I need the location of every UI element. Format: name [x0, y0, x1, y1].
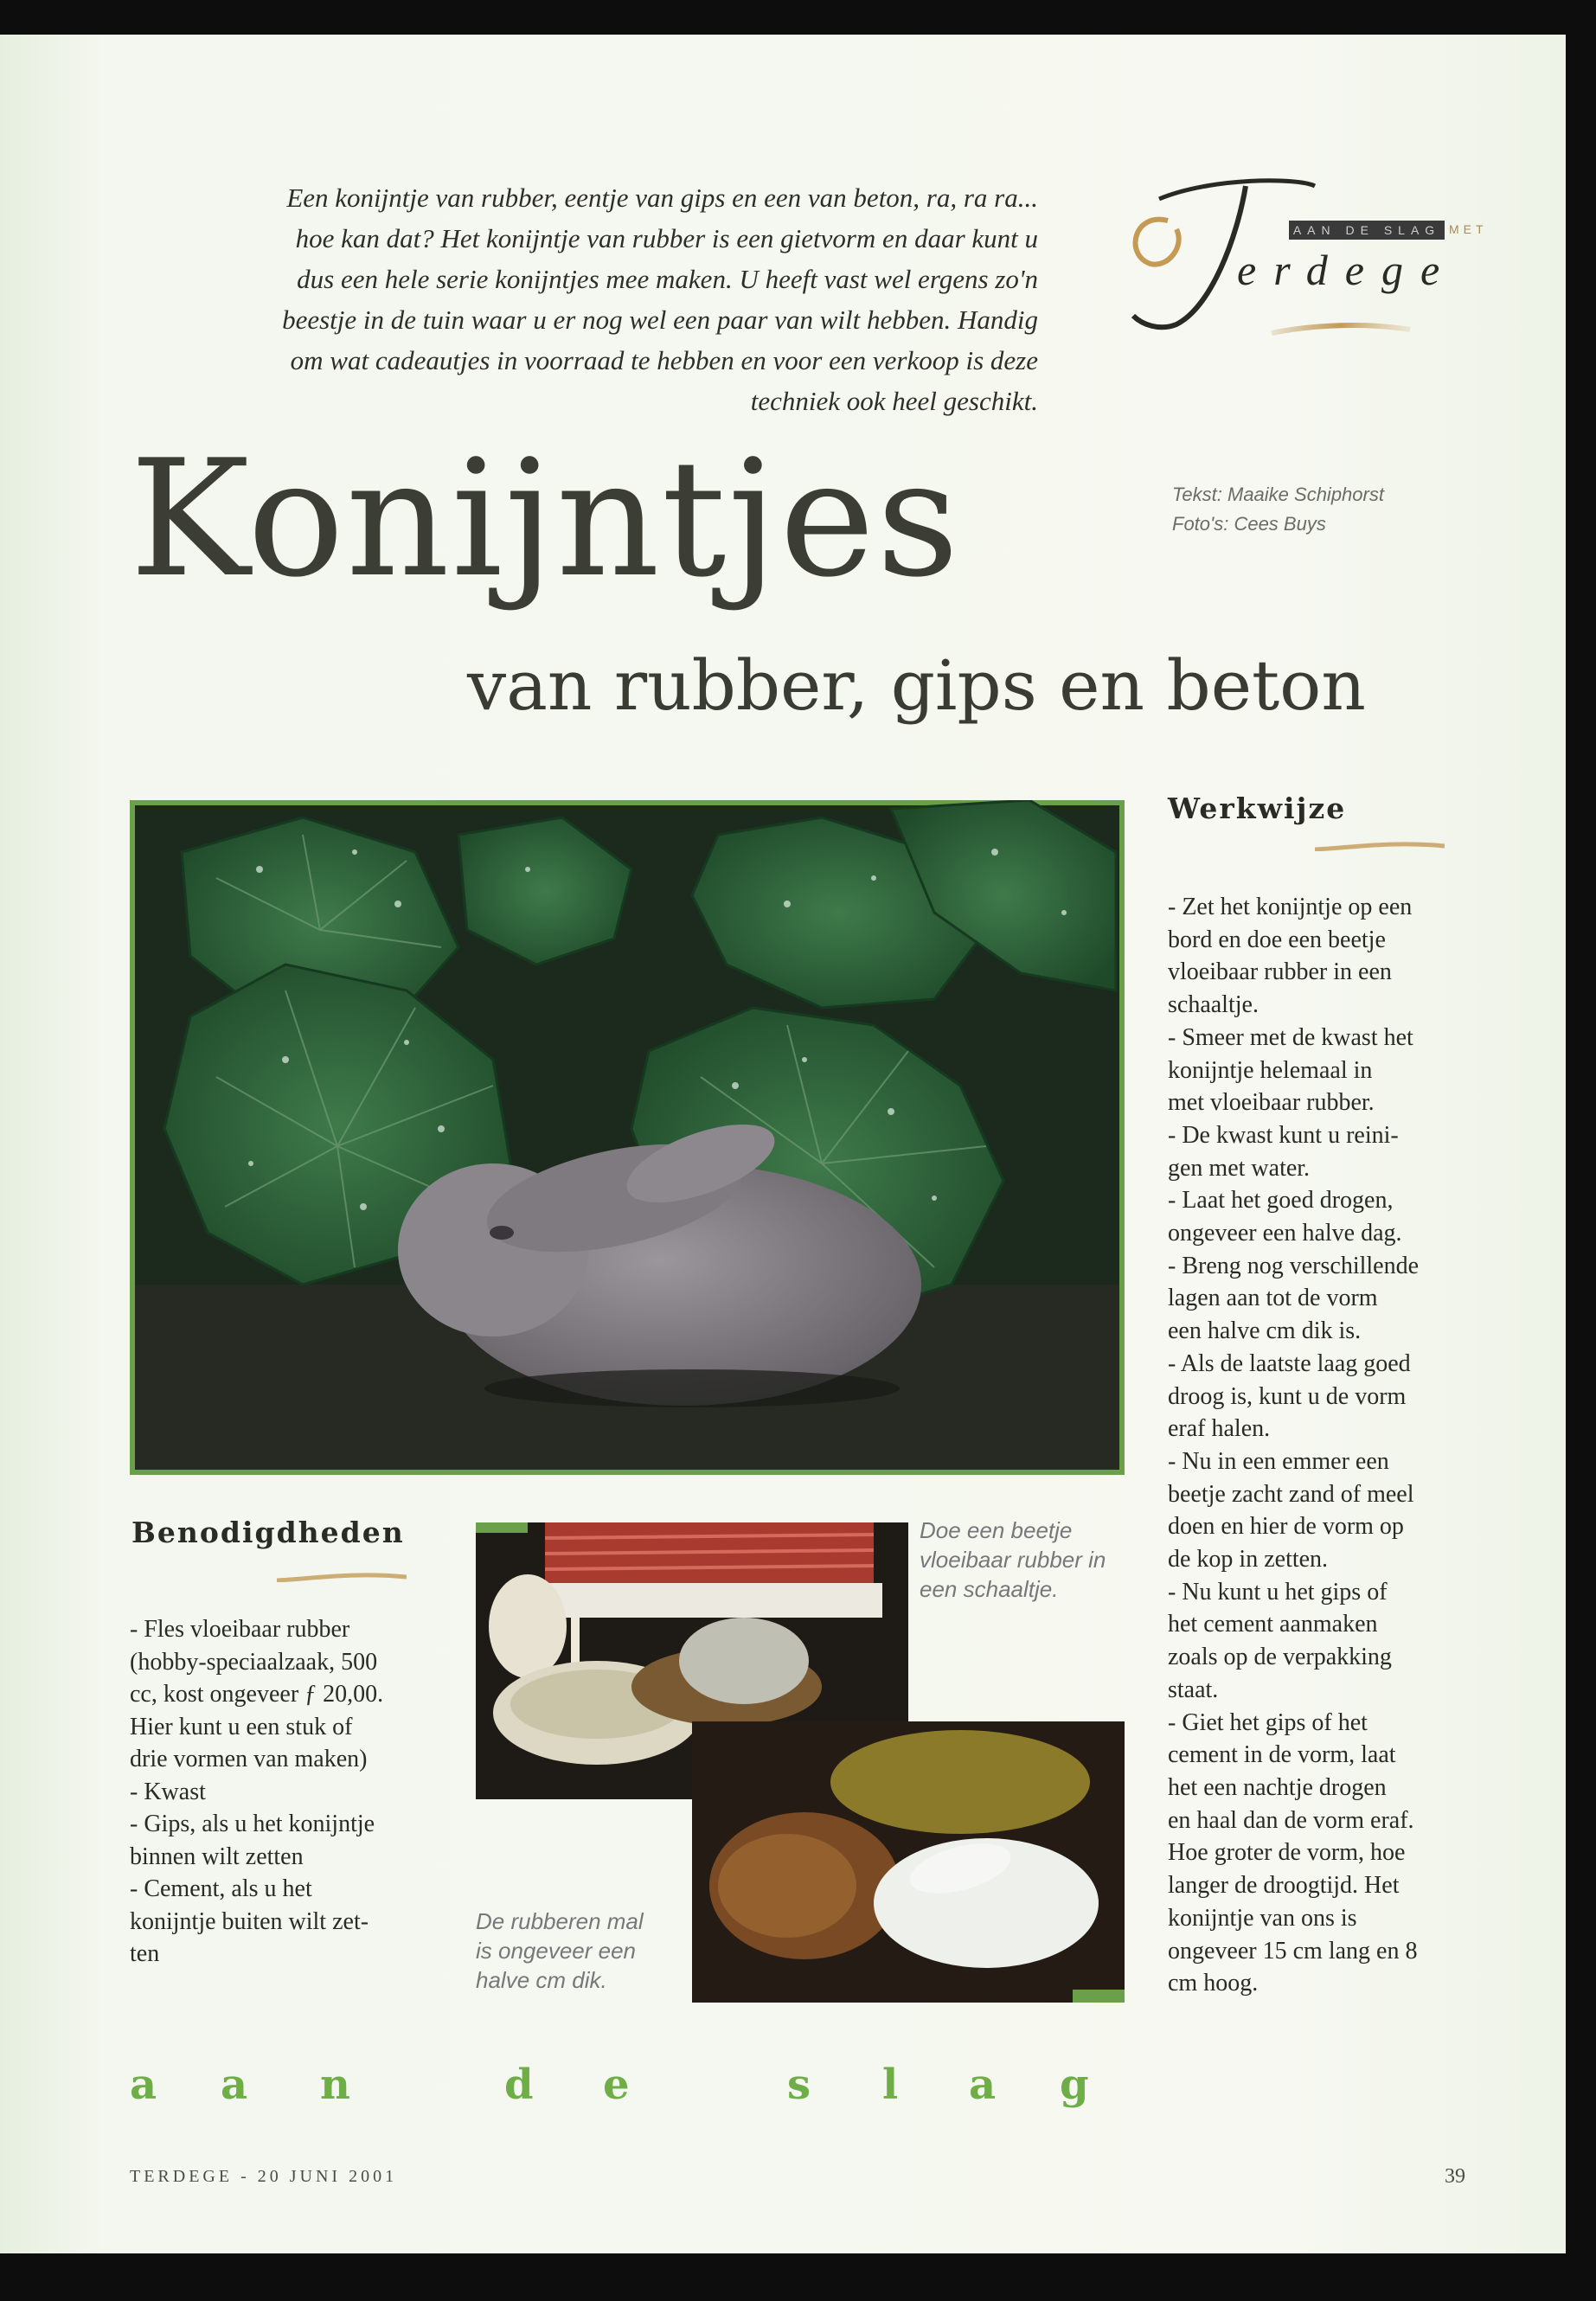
- article-subtitle: van rubber, gips en beton: [467, 645, 1366, 726]
- benodigdheden-line: (hobby-speciaalzaak, 500: [130, 1648, 378, 1676]
- werkwijze-line: ongeveer een halve dag.: [1168, 1220, 1402, 1247]
- benodigdheden-line: - Fles vloeibaar rubber: [130, 1616, 350, 1643]
- benodigdheden-line: - Cement, als u het: [130, 1875, 312, 1902]
- werkwijze-line: konijntje helemaal in: [1168, 1056, 1373, 1084]
- werkwijze-line: - Als de laatste laag goed: [1168, 1349, 1411, 1377]
- werkwijze-line: - Breng nog verschillende: [1168, 1252, 1420, 1279]
- werkwijze-line: Hoe groter de vorm, hoe: [1168, 1839, 1406, 1867]
- werkwijze-swash-ornament: [1315, 839, 1445, 851]
- benodigdheden-line: - Kwast: [130, 1778, 206, 1805]
- caption-line: De rubberen mal: [476, 1908, 644, 1934]
- werkwijze-heading: Werkwijze: [1168, 792, 1347, 825]
- werkwijze-line: het cement aanmaken: [1168, 1611, 1378, 1638]
- werkwijze-line: - Laat het goed drogen,: [1168, 1187, 1394, 1215]
- scan-border-bottom: [0, 2253, 1596, 2301]
- logo-wordmark: erdege: [1237, 246, 1458, 294]
- werkwijze-line: cement in de vorm, laat: [1168, 1741, 1396, 1769]
- werkwijze-line: konijntje van ons is: [1168, 1904, 1357, 1932]
- logo-met-label: MET: [1449, 222, 1488, 236]
- footer-letter: l: [882, 2061, 899, 2109]
- benodigdheden-line: konijntje buiten wilt zet-: [130, 1907, 369, 1935]
- footer-publication: TERDEGE - 20 JUNI 2001: [130, 2167, 398, 2186]
- intro-line: dus een hele serie konijntjes mee maken. U heeft vast wel ergens zo'n: [297, 264, 1038, 294]
- footer-letter: n: [320, 2061, 350, 2109]
- footer-letter: e: [603, 2061, 630, 2109]
- footer-letter: d: [504, 2061, 534, 2109]
- benodigdheden-line: drie vormen van maken): [130, 1746, 368, 1772]
- caption-line: halve cm dik.: [476, 1967, 607, 1993]
- caption-line: vloeibaar rubber in: [920, 1547, 1106, 1573]
- caption-line: is ongeveer een: [476, 1938, 637, 1964]
- werkwijze-line: - Nu kunt u het gips of: [1168, 1578, 1388, 1606]
- terdege-logo: [1116, 160, 1497, 359]
- werkwijze-line: bord en doe een beetje: [1168, 926, 1386, 953]
- werkwijze-line: het een nachtje drogen: [1168, 1773, 1387, 1801]
- rabbit-garden-photo: [130, 800, 1125, 1475]
- werkwijze-line: de kop in zetten.: [1168, 1546, 1329, 1574]
- footer-letter: a: [969, 2061, 997, 2109]
- logo-band-label: AAN DE SLAG: [1289, 221, 1445, 240]
- werkwijze-line: - Giet het gips of het: [1168, 1708, 1368, 1736]
- werkwijze-line: met vloeibaar rubber.: [1168, 1089, 1375, 1117]
- scan-border-right: [1566, 0, 1596, 2301]
- werkwijze-line: ongeveer 15 cm lang en 8: [1168, 1937, 1418, 1965]
- werkwijze-line: - De kwast kunt u reini-: [1168, 1121, 1399, 1149]
- werkwijze-line: eraf halen.: [1168, 1415, 1271, 1443]
- werkwijze-line: - Nu in een emmer een: [1168, 1447, 1389, 1475]
- werkwijze-line: lagen aan tot de vorm: [1168, 1285, 1378, 1312]
- caption-line: een schaaltje.: [920, 1576, 1059, 1602]
- werkwijze-line: droog is, kunt u de vorm: [1168, 1382, 1407, 1410]
- benodigdheden-swash-ornament: [277, 1570, 407, 1582]
- werkwijze-text: [1168, 891, 1488, 2000]
- werkwijze-line: zoals op de verpakking: [1168, 1644, 1392, 1671]
- intro-line: techniek ook heel geschikt.: [750, 386, 1038, 416]
- benodigdheden-line: cc, kost ongeveer ƒ 20,00.: [130, 1681, 384, 1708]
- intro-line: Een konijntje van rubber, eentje van gips en een van beton, ra, ra ra...: [286, 183, 1038, 213]
- werkwijze-line: beetje zacht zand of meel: [1168, 1480, 1414, 1508]
- benodigdheden-line: - Gips, als u het konijntje: [130, 1811, 375, 1837]
- credit-photos: Foto's: Cees Buys: [1172, 513, 1326, 535]
- footer-letter: a: [221, 2061, 248, 2109]
- werkwijze-line: en haal dan de vorm eraf.: [1168, 1806, 1414, 1834]
- benodigdheden-line: Hier kunt u een stuk of: [130, 1713, 353, 1740]
- benodigdheden-heading: Benodigdheden: [131, 1516, 405, 1549]
- werkwijze-line: een halve cm dik is.: [1168, 1317, 1362, 1345]
- footer-letter: a: [130, 2061, 157, 2109]
- rabbit-garden-illustration: [130, 800, 1125, 1475]
- intro-paragraph: [147, 177, 1038, 421]
- werkwijze-line: langer de droogtijd. Het: [1168, 1872, 1400, 1900]
- werkwijze-line: - Zet het konijntje op een: [1168, 894, 1413, 920]
- page-number: 39: [1445, 2165, 1465, 2188]
- werkwijze-line: staat.: [1168, 1676, 1219, 1703]
- werkwijze-line: - Smeer met de kwast het: [1168, 1023, 1413, 1051]
- caption-line: Doe een beetje: [920, 1517, 1073, 1543]
- benodigdheden-line: ten: [130, 1940, 160, 1967]
- werkwijze-line: vloeibaar rubber in een: [1168, 958, 1392, 986]
- credit-text: Tekst: Maaike Schiphorst: [1172, 484, 1384, 505]
- werkwijze-line: gen met water.: [1168, 1154, 1311, 1182]
- article-title: Konijntjes: [130, 425, 961, 612]
- benodigdheden-line: binnen wilt zetten: [130, 1843, 304, 1870]
- werkwijze-line: doen en hier de vorm op: [1168, 1513, 1404, 1541]
- footer-letter: s: [787, 2061, 811, 2109]
- caption-mould: [476, 1907, 701, 1995]
- intro-line: beestje in de tuin waar u er nog wel een paar van wilt hebben. Handig: [282, 304, 1038, 335]
- benodigdheden-text: [130, 1613, 428, 1971]
- werkwijze-line: schaaltje.: [1168, 991, 1259, 1019]
- footer-letter: g: [1060, 2061, 1089, 2109]
- intro-line: hoe kan dat? Het konijntje van rubber is een gietvorm en daar kunt u: [295, 223, 1038, 253]
- caption-pouring: [920, 1516, 1136, 1604]
- scan-border-top: [0, 0, 1596, 35]
- werkwijze-line: cm hoog.: [1168, 1970, 1259, 1997]
- article-credits: [1172, 480, 1384, 539]
- intro-line: om wat cadeautjes in voorraad te hebben en voor een verkoop is deze: [290, 345, 1038, 375]
